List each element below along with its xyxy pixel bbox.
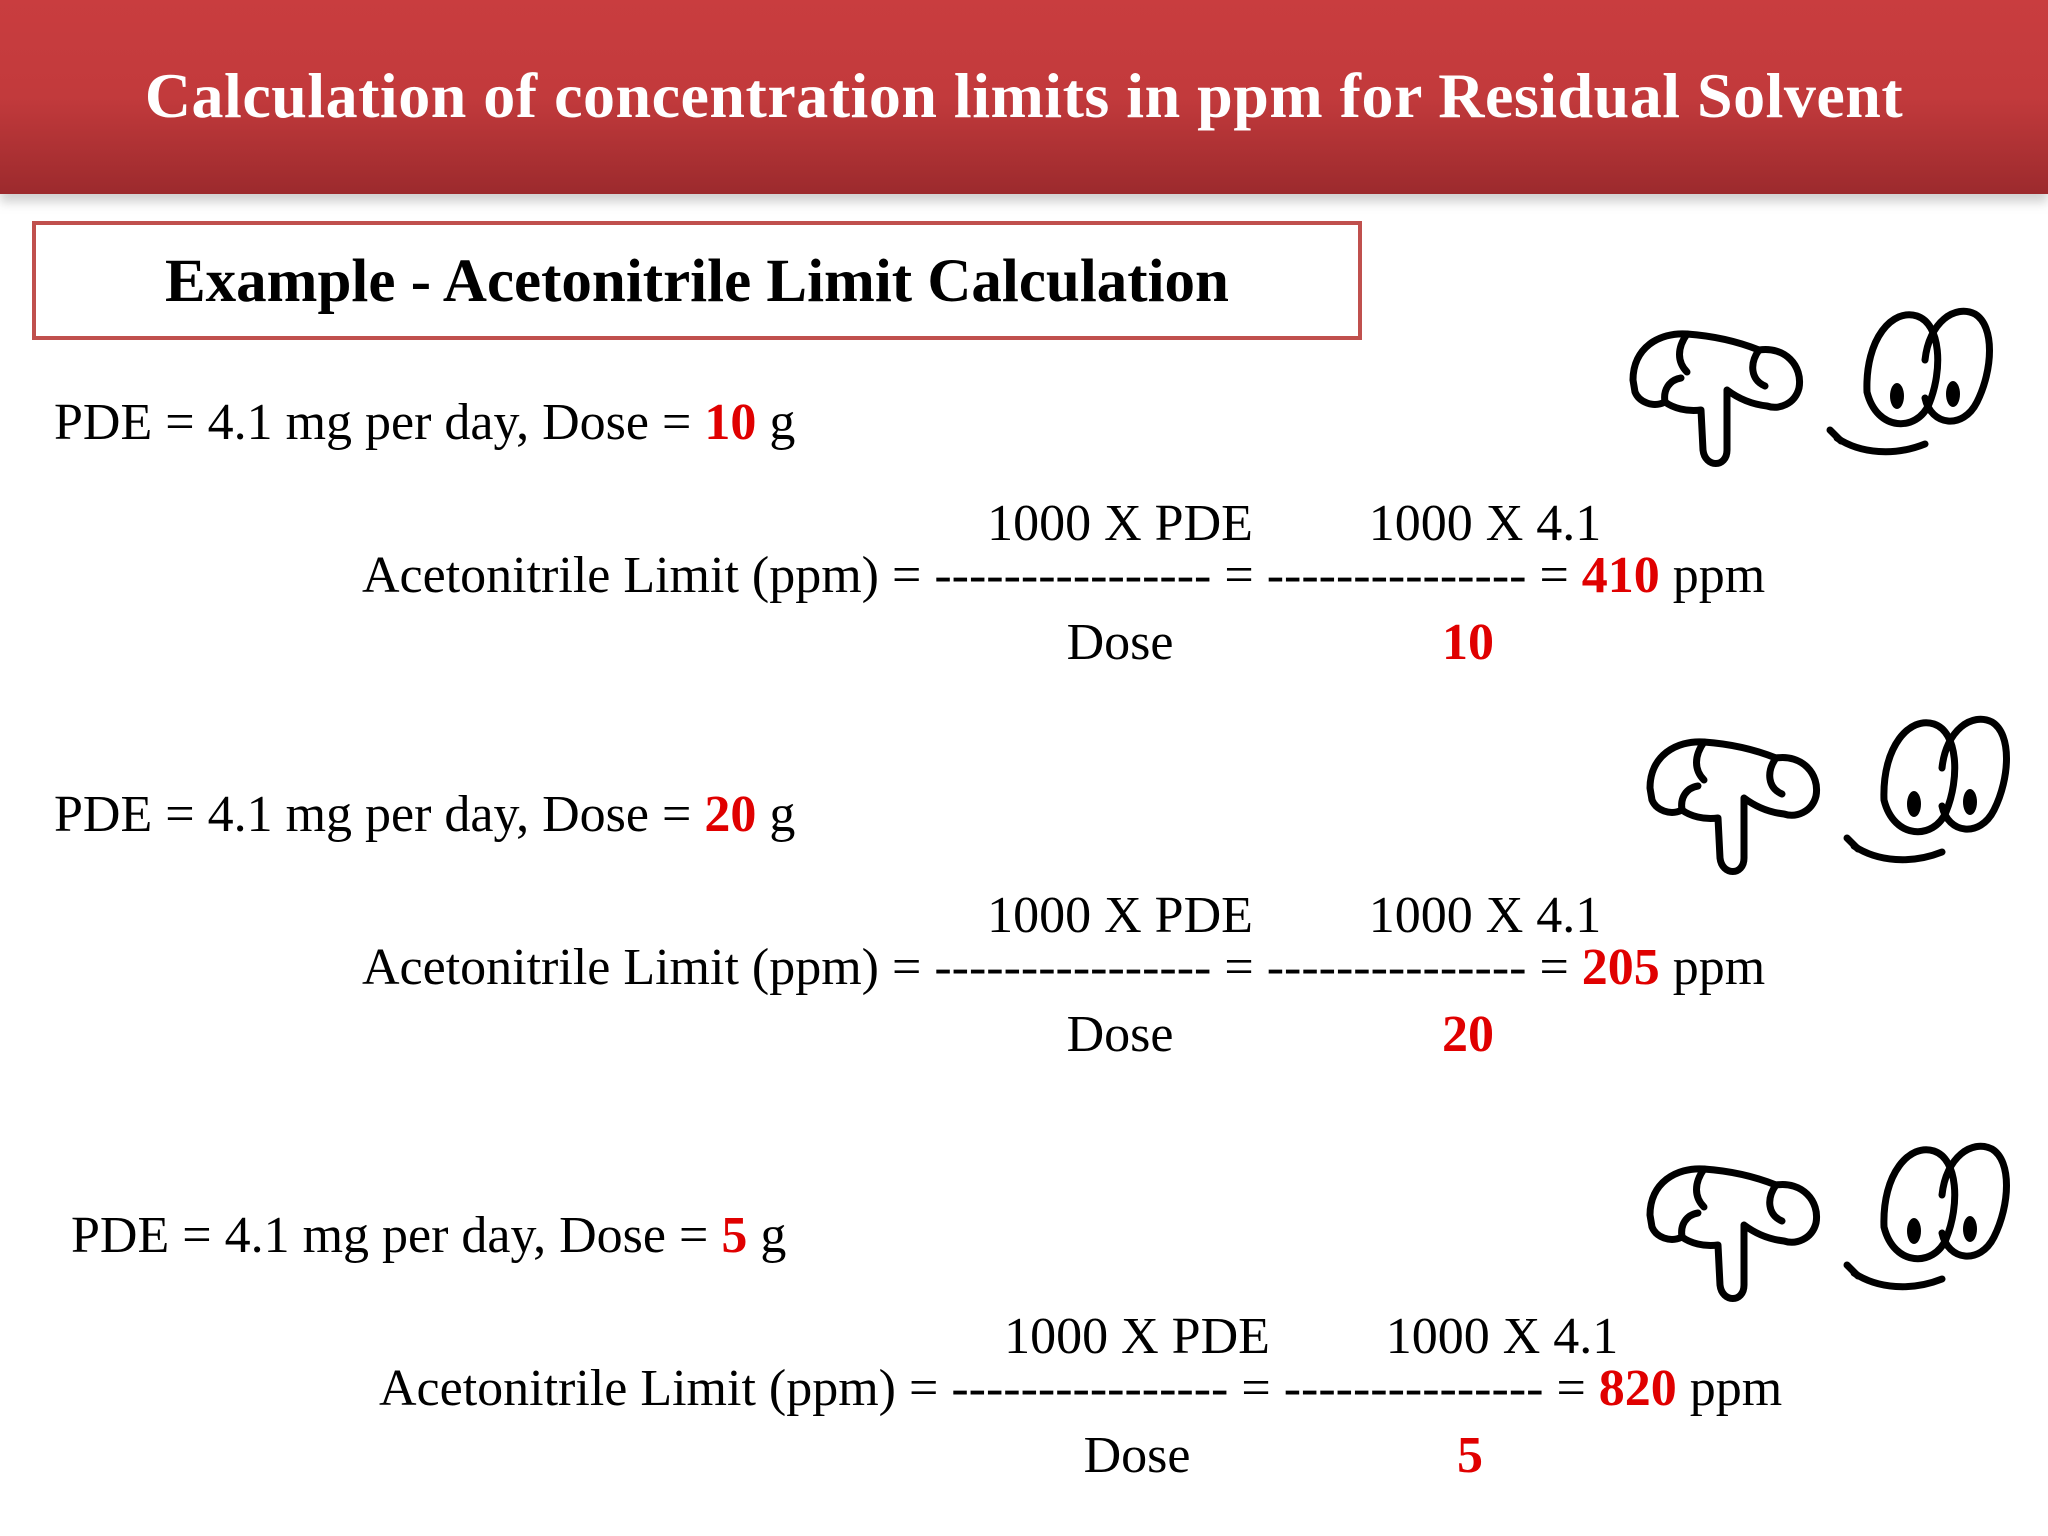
equation-line: Acetonitrile Limit (ppm) = ---------------- = --------------- = 410 ppm: [362, 547, 1766, 604]
numerator-general: 1000 X PDE: [987, 495, 1253, 552]
numerator-general: 1000 X PDE: [1004, 1308, 1270, 1365]
result-value: 410: [1581, 547, 1660, 604]
denominator-specific: 20: [1442, 1006, 1494, 1063]
pointing-hand-eyes-icon: [1642, 1135, 2022, 1325]
dose-value: 10: [704, 394, 757, 451]
denominator-specific: 10: [1442, 614, 1494, 671]
numerator-specific: 1000 X 4.1: [1385, 1308, 1619, 1365]
pde-dose-line: PDE = 4.1 mg per day, Dose = 10 g: [54, 394, 796, 451]
numerator-specific: 1000 X 4.1: [1368, 887, 1602, 944]
pointing-hand-eyes-icon: [1642, 708, 2022, 898]
title-banner: [0, 0, 2048, 194]
equation-line: Acetonitrile Limit (ppm) = ---------------- = --------------- = 820 ppm: [379, 1360, 1783, 1417]
denominator-general: Dose: [1083, 1427, 1191, 1484]
numerator-specific: 1000 X 4.1: [1368, 495, 1602, 552]
pointing-hand-eyes-icon: [1625, 300, 2005, 490]
example-title: Example - Acetonitrile Limit Calculation: [165, 248, 1229, 315]
dose-value: 5: [721, 1207, 748, 1264]
dose-value: 20: [704, 786, 757, 843]
result-value: 820: [1598, 1360, 1677, 1417]
slide-title: Calculation of concentration limits in ppm for Residual Solvent: [144, 60, 1904, 131]
pde-dose-line: PDE = 4.1 mg per day, Dose = 20 g: [54, 786, 796, 843]
denominator-specific: 5: [1457, 1427, 1483, 1484]
denominator-general: Dose: [1066, 1006, 1174, 1063]
result-value: 205: [1581, 939, 1660, 996]
denominator-general: Dose: [1066, 614, 1174, 671]
equation-line: Acetonitrile Limit (ppm) = ---------------- = --------------- = 205 ppm: [362, 939, 1766, 996]
numerator-general: 1000 X PDE: [987, 887, 1253, 944]
example-box: [32, 221, 1362, 340]
pde-dose-line: PDE = 4.1 mg per day, Dose = 5 g: [71, 1207, 787, 1264]
